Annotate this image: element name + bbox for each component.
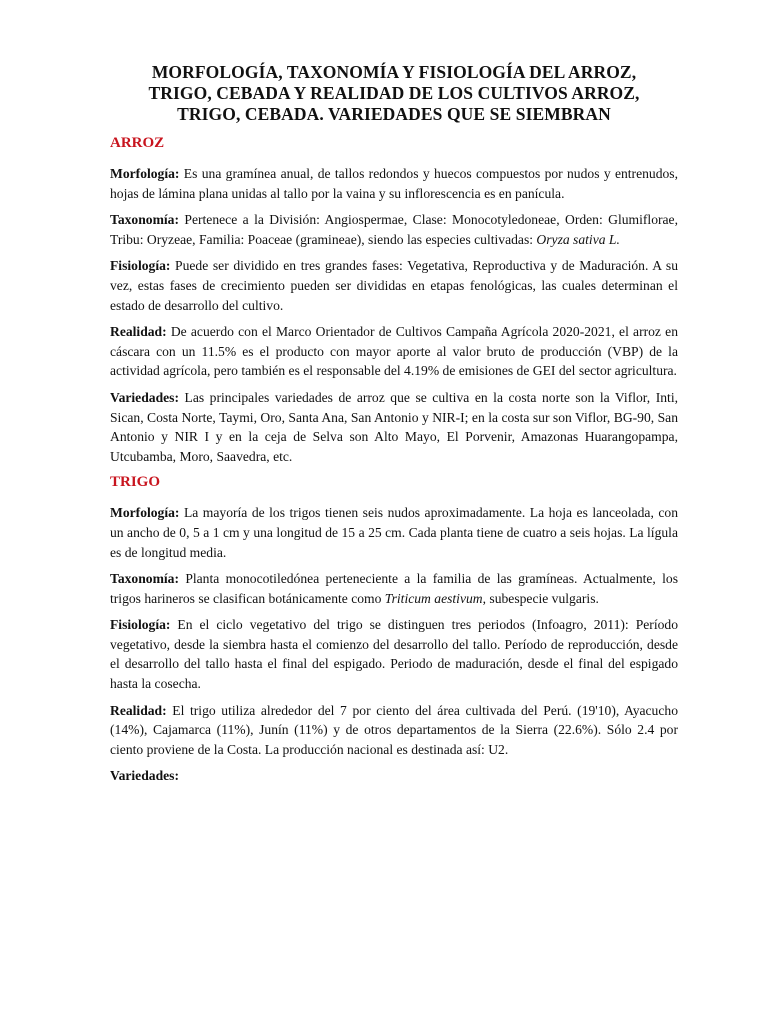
arroz-realidad-text: De acuerdo con el Marco Orientador de Cultivos Campaña Agrícola 2020-2021, el arroz en cáscara con un 11.5% es el producto con mayor aporte al valor bruto de producción (VBP) de la actividad agrícola, pero también es el responsable del 4.19% de emisiones de GEI del sector agricultura. [110, 324, 678, 379]
trigo-fisiologia-paragraph [110, 615, 678, 693]
trigo-taxonomia-label: Taxonomía: [110, 571, 179, 587]
trigo-fisiologia-label: Fisiología: [110, 617, 171, 633]
trigo-realidad-paragraph [110, 701, 678, 760]
arroz-morfologia-label: Morfología: [110, 166, 180, 181]
trigo-fisiologia-text: En el ciclo vegetativo del trigo se distinguen tres periodos (Infoagro, 2011): Período vegetativo, desde la siembra hasta el comienzo del desarrollo del tallo. Período de reproducción, desde el desarrollo del tallo hasta el final del espigado. Periodo de maduración, desde el final del espigado hasta la cosecha. [110, 617, 678, 692]
arroz-taxonomia-text: Pertenece a la División: Angiospermae, Clase: Monocotyledoneae, Orden: Glumiflorae, Tribu: Oryzeae, Familia: Poaceae (gramineae), siendo las especies cultivadas: [110, 212, 678, 247]
arroz-fisiologia-paragraph [110, 256, 678, 315]
trigo-realidad-text: El trigo utiliza alrededor del 7 por ciento del área cultivada del Perú. (19'10), Ayacucho (14%), Cajamarca (11%), Junín (11%) y de otros departamentos de la Sierra (22.6%). Sólo 2.4 por ciento proviene de la Costa. La producción nacional es destinada así: U2. [110, 702, 678, 757]
arroz-taxonomia-label: Taxonomía: [110, 212, 179, 228]
trigo-variedades-paragraph [110, 766, 678, 786]
section-heading-trigo: TRIGO [110, 474, 161, 491]
title-line-1: MORFOLOGÍA, TAXONOMÍA Y FISIOLOGÍA DEL ARROZ, [151, 62, 637, 82]
trigo-taxonomia-paragraph [110, 569, 678, 608]
trigo-realidad-label: Realidad: [110, 702, 167, 718]
title-line-2: TRIGO, CEBADA Y REALIDAD DE LOS CULTIVOS ARROZ, [148, 83, 640, 103]
arroz-variedades-paragraph [110, 388, 678, 466]
trigo-taxonomia-text-after: , subespecie vulgaris. [482, 590, 599, 606]
title-line-3: TRIGO, CEBADA. VARIEDADES QUE SE SIEMBRAN [177, 104, 611, 124]
arroz-fisiologia-label: Fisiología: [110, 258, 171, 274]
arroz-variedades-label: Variedades: [110, 389, 179, 405]
arroz-fisiologia-text: Puede ser dividido en tres grandes fases: Vegetativa, Reproductiva y de Maduración. A su vez, estas fases de crecimiento pueden ser divididas en etapas fenológicas, las cuales determinan el estado de desarrollo del cultivo. [110, 258, 678, 313]
trigo-morfologia-paragraph [110, 503, 678, 562]
section-heading-arroz: ARROZ [110, 135, 165, 151]
trigo-variedades-label: Variedades: [110, 768, 179, 784]
trigo-species-name: Triticum aestivum [384, 590, 483, 606]
trigo-morfologia-text: La mayoría de los trigos tienen seis nudos aproximadamente. La hoja es lanceolada, con un ancho de 0, 5 a 1 cm y una longitud de 15 a 25 cm. Cada planta tiene de cuatro a seis hojas. La lígula es de longitud media. [110, 505, 678, 560]
arroz-realidad-label: Realidad: [110, 324, 167, 340]
trigo-taxonomia-text: Planta monocotiledónea perteneciente a la familia de las gramíneas. Actualmente, los trigos harineros se clasifican botánicamente como [110, 571, 678, 606]
arroz-species-name: Oryza sativa L. [536, 231, 620, 247]
arroz-taxonomia-paragraph [110, 210, 678, 249]
trigo-morfologia-label: Morfología: [110, 505, 180, 521]
document-title [110, 62, 678, 125]
arroz-variedades-text: Las principales variedades de arroz que se cultiva en la costa norte son la Viflor, Inti, Sican, Costa Norte, Taymi, Oro, Santa Ana, San Antonio y NIR-I; en la costa sur son Viflor, BG-90, San Antonio y NIR I y en la ceja de Selva son Alto Mayo, El Porvenir, Amazonas Huarangopampa, Utcubamba, Moro, Saavedra, etc. [110, 389, 678, 464]
arroz-realidad-paragraph [110, 322, 678, 381]
arroz-morfologia-paragraph [110, 164, 678, 203]
arroz-morfologia-text: Es una gramínea anual, de tallos redondos y huecos compuestos por nudos y entrenudos, hojas de lámina plana unidas al tallo por la vaina y su inflorescencia es en panícula. [110, 166, 678, 201]
